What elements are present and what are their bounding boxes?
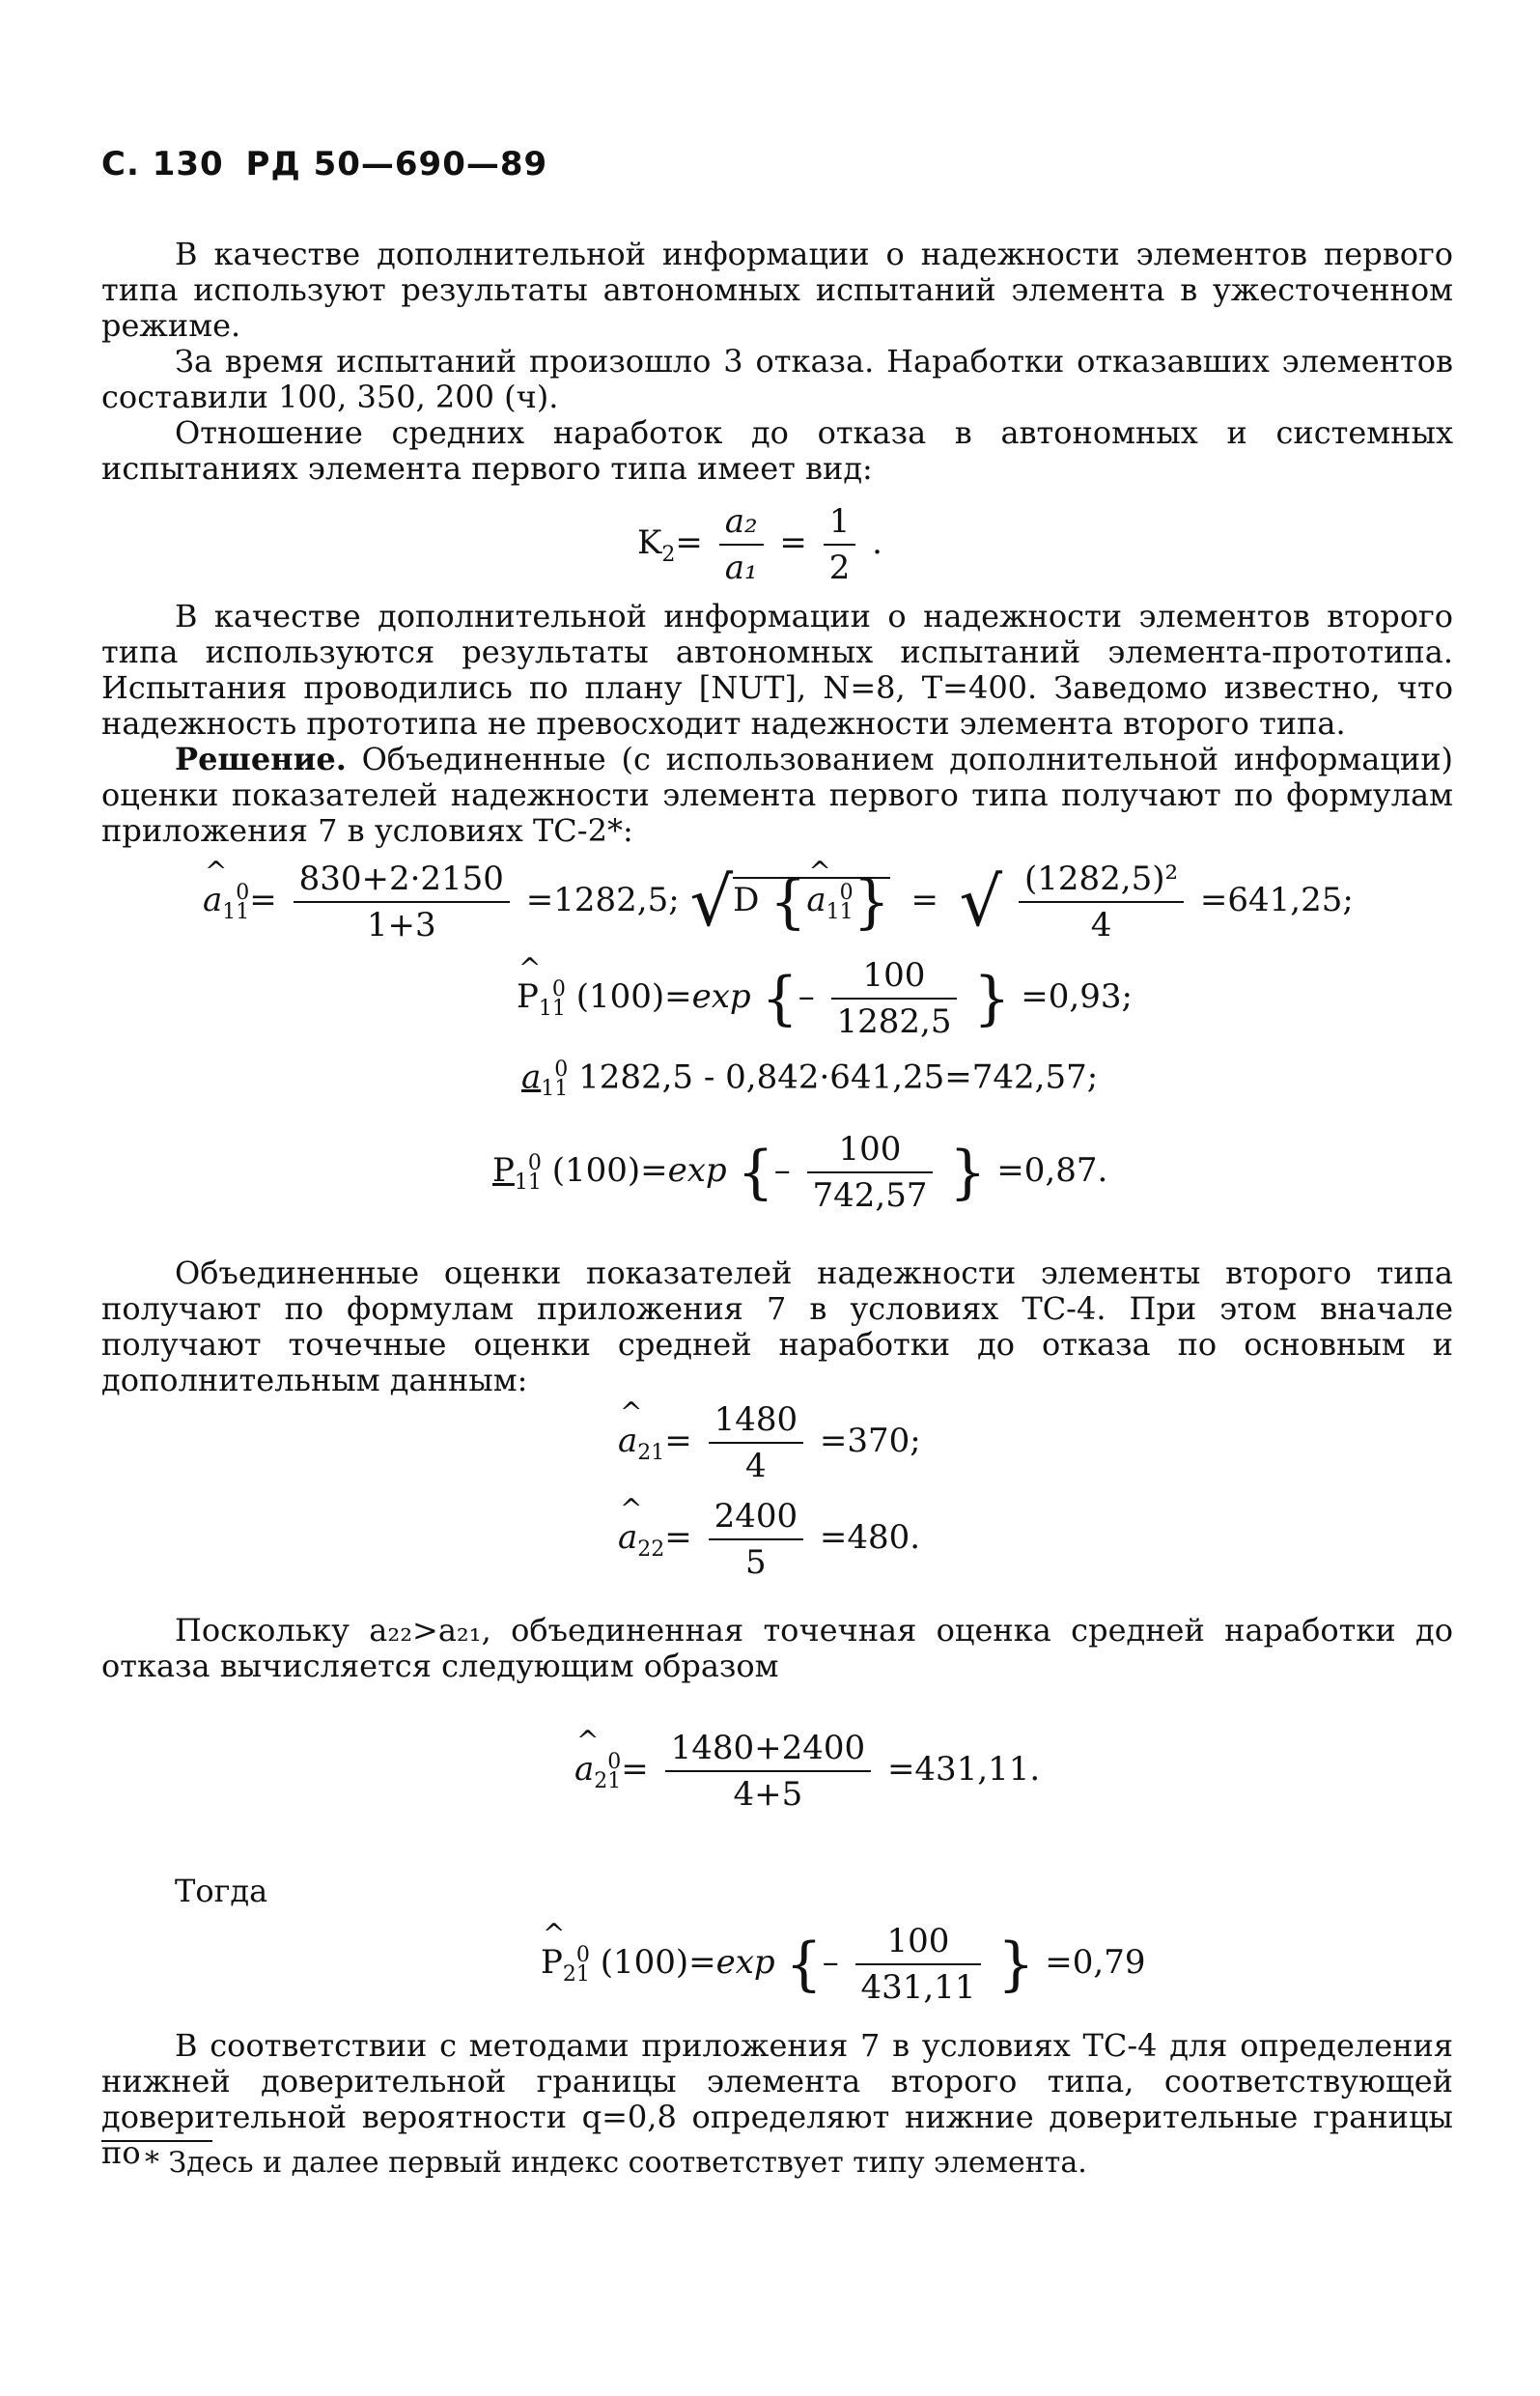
equation-p11-lower: $P_{11}^0$ (100)=exp {– $\frac{100}{742,57}$ } =0,87. xyxy=(492,1130,1108,1215)
paragraph-block-1 xyxy=(101,237,1453,487)
paragraph-1: В качестве дополнительной информации о надежности элементов первого типа используют результаты автономных испытаний элемента в ужесточенном режиме. xyxy=(101,236,1453,344)
document-code: РД 50—690—89 xyxy=(245,145,548,183)
paragraph-3: Отношение средних наработок до отказа в автономных и системных испытаниях элемента первого типа имеет вид: xyxy=(101,414,1453,487)
paragraph-block-4 xyxy=(101,1613,1453,1684)
equation-a21: ^ $a_{21}=$ $\frac{1480}{4}$ =370; xyxy=(618,1400,921,1485)
equation-p11-estimate: ^ $P_{11}^0$ (100)=exp {– $\frac{100}{1282,5}$ } =0,93; xyxy=(517,956,1133,1041)
paragraph-block-5 xyxy=(101,1874,1453,1909)
paragraph-4: В качестве дополнительной информации о надежности элементов второго типа используются результаты автономных испытаний элемента-прототипа. Испытания проводились по плану [NUT], N=8, T=400. Заведомо известно, что надежность прототипа не превосходит надежности элемента второго типа. xyxy=(101,598,1453,742)
footnote: * Здесь и далее первый индекс соответствует типу элемента. xyxy=(145,2146,1087,2180)
page-number: С. 130 xyxy=(101,145,224,183)
equation-a11-estimate: ^ $a_{11}^0=$ $\frac{830+2\cdot 2150}{1+3}$ =1282,5; √D {^ $a_{11}^0$} = √ $\frac{\text{(1282,5)²}}{4}$ =641,25; xyxy=(203,860,1354,944)
page-header xyxy=(101,145,557,183)
paragraph-5: Решение. Объединенные (с использованием дополнительной информации) оценки показателей надежности элемента первого типа получают по формулам приложения 7 в условиях ТС-2*: xyxy=(101,741,1453,849)
paragraph-7: Поскольку a₂₂>a₂₁, объединенная точечная оценка средней наработки до отказа вычисляется следующим образом xyxy=(101,1612,1453,1684)
equation-k2: $K_2=$ $\frac{\text{a₂}}{\text{a₁}}$ = $\frac{1}{2}$ . xyxy=(637,502,882,587)
equation-a21-combined: ^ $a_{21}^0=$ $\frac{1480+2400}{4+5}$ =431,11. xyxy=(574,1729,1040,1814)
equation-a22: ^ $a_{22}=$ $\frac{2400}{5}$ =480. xyxy=(618,1497,920,1582)
footnote-rule xyxy=(101,2140,212,2142)
equation-p21-estimate: ^ $P_{21}^0$ (100)=exp {– $\frac{100}{431,11}$ } =0,79 xyxy=(541,1922,1145,2007)
paragraph-6: Объединенные оценки показателей надежности элементы второго типа получают по формулам приложения 7 в условиях ТС-4. При этом вначале получают точечные оценки средней наработки до отказа по основным и дополнительным данным: xyxy=(101,1254,1453,1398)
paragraph-block-3 xyxy=(101,1255,1453,1398)
paragraph-block-2 xyxy=(101,599,1453,849)
paragraph-9: В соответствии с методами приложения 7 в условиях ТС-4 для определения нижней доверительной границы элемента второго типа, соответствующей доверительной вероятности q=0,8 определяют нижние доверительные границы по xyxy=(101,2027,1453,2171)
equation-a11-lower: $a_{11}^0$ 1282,5 - 0,842·641,25=742,57; xyxy=(521,1057,1099,1102)
paragraph-2: За время испытаний произошло 3 отказа. Наработки отказавших элементов составили 100, 350, 200 (ч). xyxy=(101,343,1453,415)
paragraph-8: Тогда xyxy=(175,1873,268,1909)
